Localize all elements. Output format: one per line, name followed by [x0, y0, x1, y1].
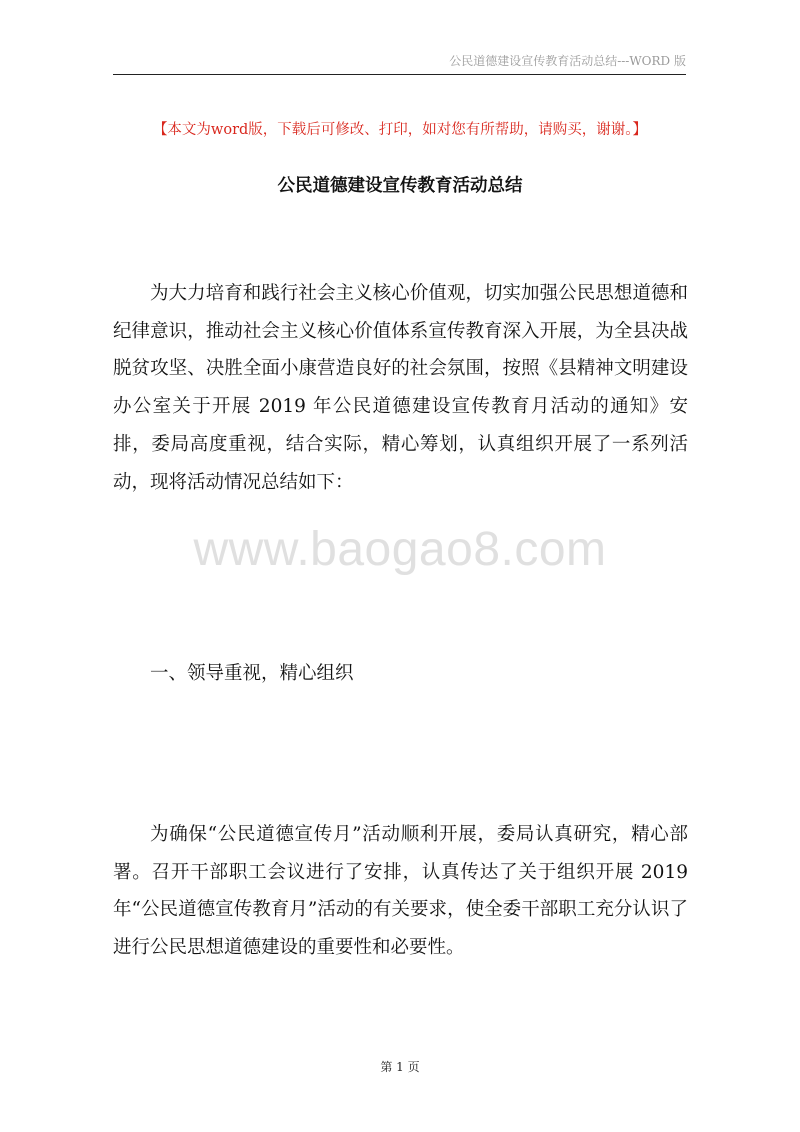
section-heading: 一、领导重视，精心组织 [150, 663, 354, 684]
body-paragraph: 为确保“公民道德宣传月”活动顺利开展，委局认真研究，精心部署。召开干部职工会议进行了安排，认真传达了关于组织开展 2019 年“公民道德宣传教育月”活动的有关要求，使全委干部职工充分认识了进行公民思想道德建设的重要性和必要性。 [113, 824, 688, 959]
purchase-notice: 【本文为word版，下载后可修改、打印，如对您有所帮助，请购买，谢谢。】 [152, 122, 648, 138]
watermark: www.baogao8.com [193, 523, 607, 576]
intro-paragraph: 为大力培育和践行社会主义核心价值观，切实加强公民思想道德和纪律意识，推动社会主义核心价值体系宣传教育深入开展，为全县决战脱贫攻坚、决胜全面小康营造良好的社会氛围，按照《县精神文明建设办公室关于开展 2019 年公民道德建设宣传教育月活动的通知》安排，委局高度重视，结合实际，精心筹划，认真组织开展了一系列活动，现将活动情况总结如下： [113, 283, 688, 493]
page-number: 第 1 页 [380, 1060, 420, 1074]
running-header [113, 50, 686, 75]
running-header-title: 公民道德建设宣传教育活动总结---WORD 版 [449, 54, 686, 68]
document-title: 公民道德建设宣传教育活动总结 [277, 176, 523, 196]
